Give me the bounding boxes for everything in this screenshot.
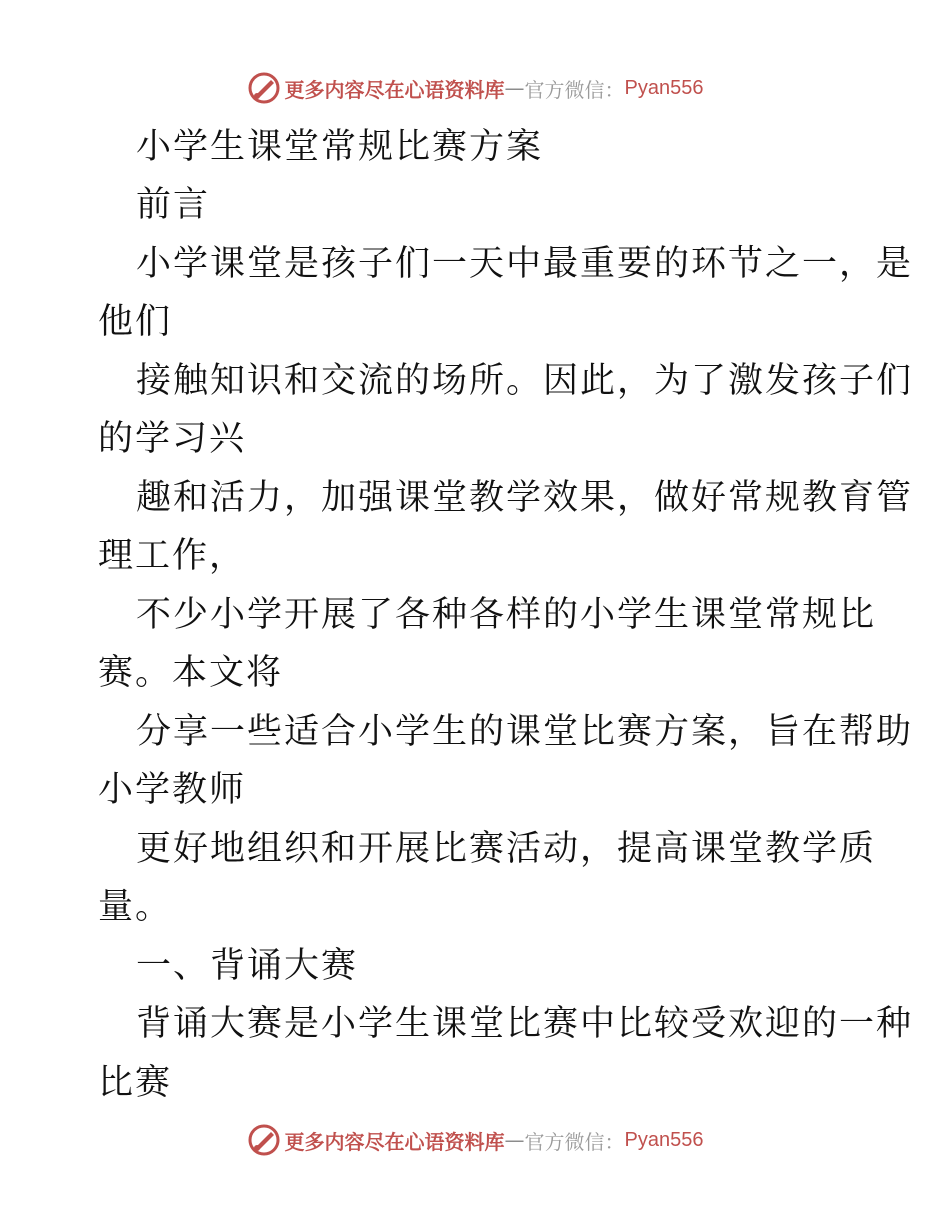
paragraph-line: 小学课堂是孩子们一天中最重要的环节之一，是 [136,244,914,284]
paragraph-line: 接触知识和交流的场所。因此，为了激发孩子们 [136,361,914,401]
paragraph-line: 背诵大赛是小学生课堂比赛中比较受欢迎的一种 [136,1004,914,1044]
watermark-wechat-id: Pyan556 [624,1128,704,1151]
paragraph-line: 量。 [98,887,173,927]
brush-logo-icon [247,71,281,105]
document-title: 小学生课堂常规比赛方案 [136,127,544,167]
section-heading-preface: 前言 [136,185,211,225]
section-heading-recitation: 一、背诵大赛 [136,946,359,986]
watermark-wechat-label: 官方微信： [524,1129,625,1154]
paragraph-line: 赛。本文将 [98,653,284,693]
header-watermark [0,68,950,108]
paragraph-line: 他们 [98,302,173,342]
paragraph-line: 趣和活力，加强课堂教学效果，做好常规教育管 [136,478,914,518]
paragraph-line: 比赛 [98,1063,173,1103]
paragraph-line: 分享一些适合小学生的课堂比赛方案，旨在帮助 [136,712,914,752]
watermark-wechat-label: 官方微信： [524,77,625,102]
brush-logo-icon [247,1123,281,1157]
paragraph-line: 小学教师 [98,770,247,810]
watermark-wechat-id: Pyan556 [624,76,704,99]
paragraph-line: 理工作， [98,536,247,576]
footer-watermark [0,1120,950,1160]
paragraph-line: 不少小学开展了各种各样的小学生课堂常规比 [136,595,877,635]
watermark-separator: — [504,76,525,100]
watermark-main-text: 更多内容尽在心语资料库 [284,77,505,102]
paragraph-line: 的学习兴 [98,419,247,459]
paragraph-line: 更好地组织和开展比赛活动，提高课堂教学质 [136,829,877,869]
watermark-main-text: 更多内容尽在心语资料库 [284,1129,505,1154]
watermark-separator: — [504,1128,525,1152]
